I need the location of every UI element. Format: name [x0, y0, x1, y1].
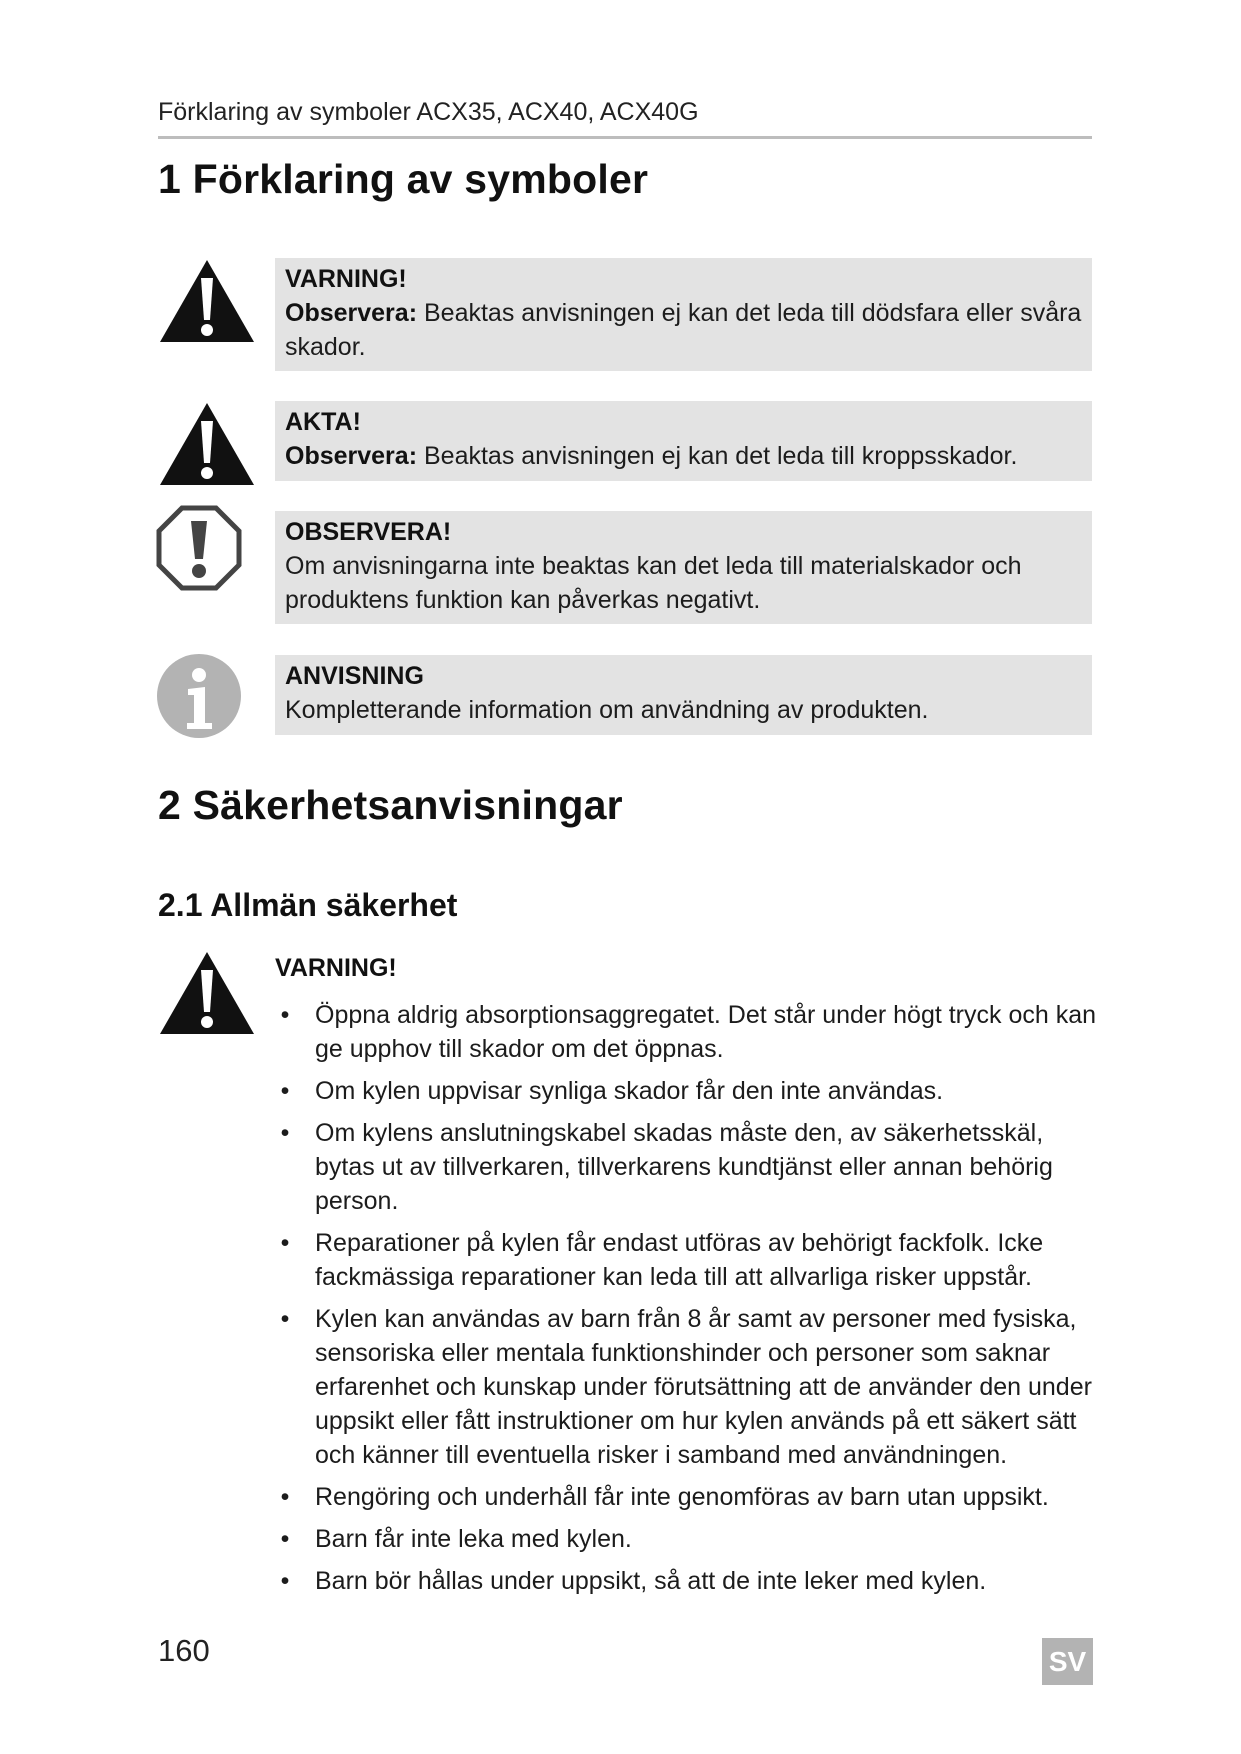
notice-title: OBSERVERA!: [285, 518, 452, 546]
notice-body: Beaktas anvisningen ej kan det leda till dödsfara eller svåra skador.: [285, 299, 1082, 361]
notice-octagon-icon: [156, 505, 242, 591]
notice-anvisning: [275, 655, 1092, 735]
notice-body: Beaktas anvisningen ej kan det leda till kroppsskador.: [423, 442, 1018, 470]
list-item: • Barn bör hållas under uppsikt, så att de inte leker med kylen.: [275, 1564, 1097, 1598]
running-header: Förklaring av symboler ACX35, ACX40, ACX40G: [158, 98, 1092, 139]
safety-list: [275, 998, 1097, 1606]
notice-varning: [275, 258, 1092, 371]
list-item: • Kylen kan användas av barn från 8 år samt av personer med fysiska, sensoriska eller mentala funktionshinder och personer som saknar erfarenhet och kunskap under förutsättning att de använder den under uppsikt eller fått instruktioner om hur kylen används på ett säkert sätt och känner till eventuella risker i samband med användningen.: [275, 1302, 1097, 1472]
info-circle-icon: [156, 653, 242, 739]
warning-triangle-icon: [158, 950, 256, 1036]
section-1-title: 1 Förklaring av symboler: [158, 156, 649, 202]
section-2-title: 2 Säkerhetsanvisningar: [158, 782, 623, 828]
list-item: • Öppna aldrig absorptionsaggregatet. Det står under högt tryck och kan ge upphov till skador om det öppnas.: [275, 998, 1097, 1066]
warning-triangle-icon: [158, 258, 256, 344]
notice-lead: Observera:: [285, 299, 418, 327]
list-item: • Reparationer på kylen får endast utföras av behörigt fackfolk. Icke fackmässiga reparationer kan leda till att allvarliga risker uppstår.: [275, 1226, 1097, 1294]
notice-title: AKTA!: [285, 408, 361, 436]
notice-text: [285, 439, 1082, 473]
warning-triangle-icon: [158, 401, 256, 487]
language-badge: SV: [1042, 1638, 1093, 1685]
warning-heading: VARNING!: [275, 954, 397, 982]
notice-text: [285, 296, 1082, 364]
notice-title: VARNING!: [285, 265, 407, 293]
list-item: • Om kylens anslutningskabel skadas måste den, av säkerhetsskäl, bytas ut av tillverkaren, tillverkarens kundtjänst eller annan behörig person.: [275, 1116, 1097, 1218]
notice-title: ANVISNING: [285, 662, 424, 690]
notice-lead: Observera:: [285, 442, 418, 470]
list-item: • Om kylen uppvisar synliga skador får den inte användas.: [275, 1074, 1097, 1108]
notice-akta: [275, 401, 1092, 481]
subsection-title: 2.1 Allmän säkerhet: [158, 887, 458, 923]
notice-observera: [275, 511, 1092, 624]
notice-body: Kompletterande information om användning av produkten.: [285, 696, 929, 724]
notice-body: Om anvisningarna inte beaktas kan det leda till materialskador och produktens funktion kan påverkas negativt.: [285, 552, 1022, 614]
list-item: • Rengöring och underhåll får inte genomföras av barn utan uppsikt.: [275, 1480, 1097, 1514]
page-number: 160: [158, 1633, 210, 1668]
list-item: • Barn får inte leka med kylen.: [275, 1522, 1097, 1556]
